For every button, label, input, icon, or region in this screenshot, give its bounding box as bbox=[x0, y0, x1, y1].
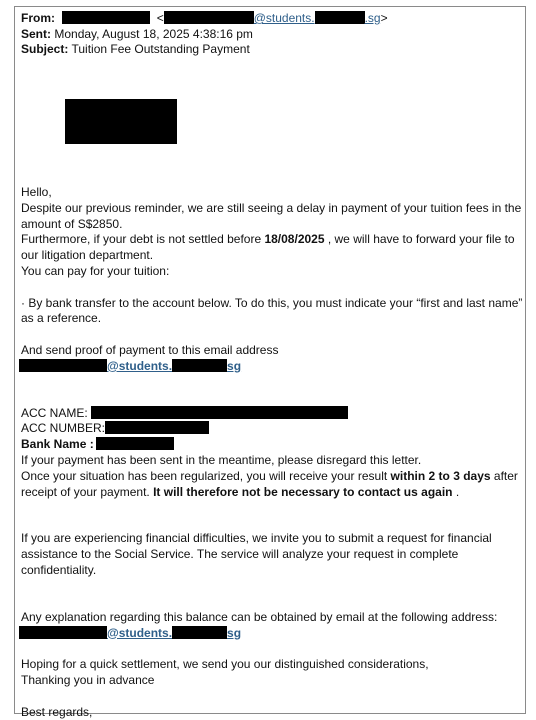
sent-label: Sent: bbox=[21, 26, 51, 41]
sender-email-domain-b[interactable]: .sg bbox=[364, 11, 381, 25]
payment-intro: You can pay for your tuition: bbox=[21, 263, 170, 278]
redacted-email2-domain bbox=[172, 626, 227, 639]
deadline-text-b: , we will have to forward your file to our litigation department. bbox=[21, 232, 515, 263]
bank-name-line bbox=[21, 437, 526, 453]
redacted-acc-name bbox=[91, 406, 348, 419]
regularized-text-e: . bbox=[452, 484, 460, 499]
acc-number-line bbox=[21, 421, 526, 437]
redacted-bank-name bbox=[96, 437, 174, 450]
regularized-paragraph bbox=[21, 469, 526, 501]
closing-thanks: Thanking you in advance bbox=[21, 672, 155, 687]
acc-number-label: ACC NUMBER: bbox=[21, 421, 106, 436]
from-line bbox=[21, 11, 526, 27]
bank-transfer-bullet: · By bank transfer to the account below. To do this, you must indicate your “first and last name” as a reference. bbox=[21, 295, 523, 326]
sent-line bbox=[21, 27, 526, 43]
greeting: Hello, bbox=[21, 185, 52, 199]
sent-value: Monday, August 18, 2025 4:38:16 pm bbox=[54, 26, 253, 41]
financial-assistance-paragraph: If you are experiencing financial difficulties, we invite you to submit a request for financial assistance to the Social Service. The service will analyze your request in complete confidentiality. bbox=[21, 531, 492, 577]
disregard-paragraph: If your payment has been sent in the meantime, please disregard this letter. bbox=[21, 452, 422, 467]
sender-email-domain-a[interactable]: @students. bbox=[253, 11, 315, 25]
best-regards: Best regards, bbox=[21, 704, 93, 719]
regularized-text-a: Once your situation has been regularized, you will receive your result bbox=[21, 468, 391, 483]
regularized-no-contact: It will therefore not be necessary to contact us again bbox=[153, 484, 453, 499]
email-body bbox=[21, 185, 526, 720]
closing-considerations: Hoping for a quick settlement, we send you our distinguished considerations, bbox=[21, 657, 429, 672]
subject-label: Subject: bbox=[21, 42, 69, 56]
explanation-email-line bbox=[19, 626, 526, 642]
reminder-paragraph: Despite our previous reminder, we are still seeing a delay in payment of your tuition fees in the amount of S$2850. bbox=[21, 200, 522, 231]
redacted-email-domain bbox=[172, 359, 227, 372]
redacted-sender-user bbox=[164, 11, 254, 24]
proof-email-line bbox=[19, 359, 526, 375]
redacted-logo bbox=[65, 99, 177, 144]
redacted-email-user bbox=[19, 359, 107, 372]
subject-line bbox=[21, 42, 526, 58]
explanation-email-domain-a[interactable]: @students. bbox=[107, 625, 173, 640]
proof-instruction: And send proof of payment to this email address bbox=[21, 342, 279, 357]
redacted-sender-domain bbox=[315, 11, 365, 24]
bank-name-label: Bank Name : bbox=[21, 437, 94, 452]
acc-name-line bbox=[21, 406, 526, 422]
redacted-acc-number bbox=[105, 421, 209, 434]
from-lt: < bbox=[156, 11, 164, 25]
proof-email-domain-b[interactable]: sg bbox=[227, 358, 242, 373]
email-header bbox=[21, 11, 526, 58]
deadline-text-a: Furthermore, if your debt is not settled before bbox=[21, 232, 265, 247]
regularized-text-c: after receipt of your payment. bbox=[21, 468, 518, 499]
explanation-email-domain-b[interactable]: sg bbox=[227, 625, 242, 640]
regularized-days: within 2 to 3 days bbox=[390, 468, 491, 483]
redacted-email2-user bbox=[19, 626, 107, 639]
from-label: From: bbox=[21, 11, 55, 25]
from-gt: > bbox=[380, 11, 388, 25]
explanation-paragraph: Any explanation regarding this balance can be obtained by email at the following address: bbox=[21, 609, 498, 624]
redacted-sender-name bbox=[62, 11, 150, 24]
subject-value: Tuition Fee Outstanding Payment bbox=[71, 42, 250, 56]
proof-email-domain-a[interactable]: @students. bbox=[107, 358, 173, 373]
deadline-paragraph bbox=[21, 232, 526, 264]
acc-name-label: ACC NAME: bbox=[21, 405, 88, 420]
deadline-date: 18/08/2025 bbox=[264, 232, 325, 247]
